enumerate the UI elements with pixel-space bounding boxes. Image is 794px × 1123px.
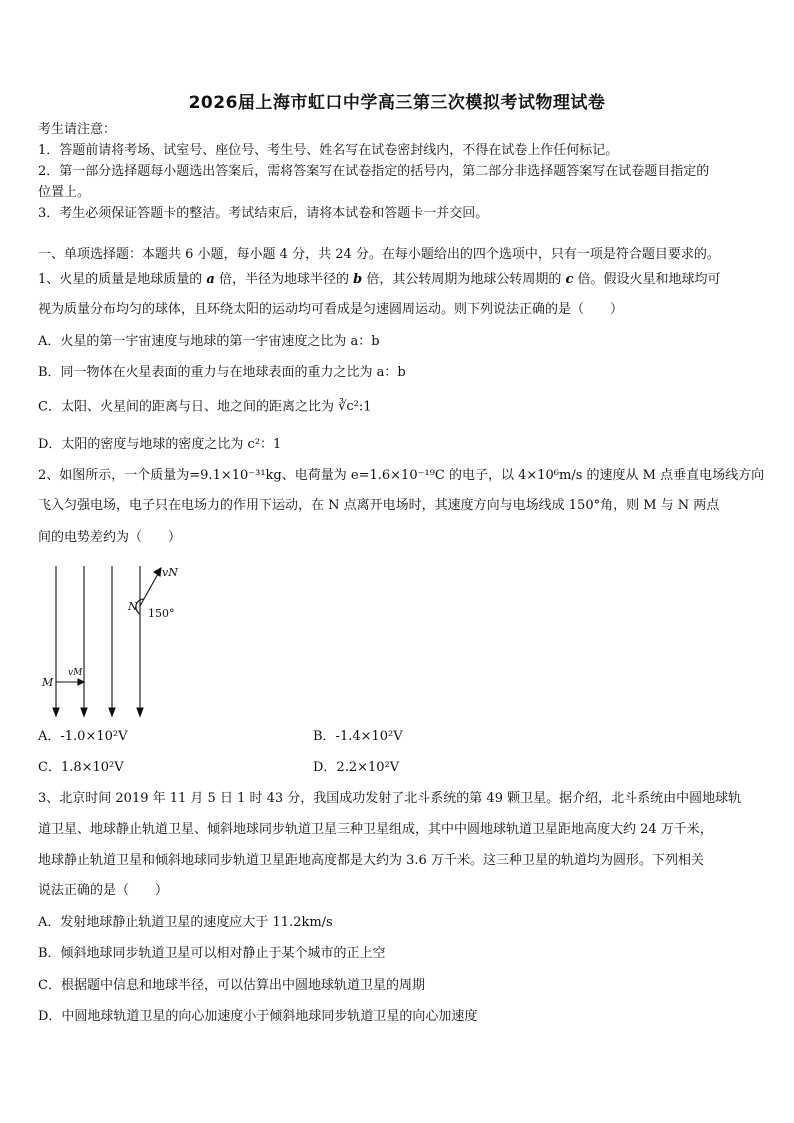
q3-option-a[interactable]: A．发射地球静止轨道卫星的速度应大于 11.2km/s (38, 915, 333, 930)
q2-option-a[interactable]: A．-1.0×10²V (38, 729, 128, 744)
q2-option-b[interactable]: B．-1.4×10²V (313, 729, 403, 744)
vm-arrowhead (78, 679, 84, 685)
q1-option-b[interactable]: B．同一物体在火星表面的重力与在地球表面的重力之比为 a：b (38, 365, 406, 380)
q2-stem-line-3: 间的电势差约为（ ） (38, 530, 182, 545)
q3-stem-line-2: 道卫星、地球静止轨道卫星、倾斜地球同步轨道卫星三种卫星组成，其中中圆地球轨道卫星距地高度大约 24 万千米， (38, 822, 713, 837)
q1-option-c-ratio: :1 (358, 399, 372, 415)
q3-stem-line-1: 3、北京时间 2019 年 11 月 5 日 1 时 43 分，我国成功发射了北斗系统的第 49 颗卫星。据介绍，北斗系统由中圆地球轨 (38, 791, 742, 806)
cube-root-c-squared: ∛c² (338, 399, 359, 414)
q3-option-b[interactable]: B．倾斜地球同步轨道卫星可以相对静止于某个城市的正上空 (38, 946, 386, 961)
q1-text-a: 1、火星的质量是地球质量的 (38, 272, 207, 287)
label-vm: vM (68, 668, 83, 678)
label-angle: 150° (148, 607, 175, 620)
page-title: 2026届上海市虹口中学高三第三次模拟考试物理试卷 (188, 93, 606, 113)
q1-option-d[interactable]: D．太阳的密度与地球的密度之比为 c²：1 (38, 437, 282, 452)
q2-option-d[interactable]: D．2.2×10²V (313, 760, 400, 775)
q1-stem-line-1 (38, 272, 721, 288)
q2-stem-line-1: 2、如图所示，一个质量为=9.1×10⁻³¹kg、电荷量为 e=1.6×10⁻¹⁹C 的电子，以 4×10⁶m/s 的速度从 M 点垂直电场线方向 (38, 468, 765, 483)
field-arrow-4 (137, 708, 143, 716)
label-vn: vN (162, 566, 178, 579)
q1-var-b: b (353, 272, 363, 287)
q3-option-d[interactable]: D．中圆地球轨道卫星的向心加速度小于倾斜地球同步轨道卫星的向心加速度 (38, 1009, 478, 1024)
field-arrow-3 (109, 708, 115, 716)
q1-var-c: c (565, 272, 574, 287)
q3-stem-line-4: 说法正确的是（ ） (38, 883, 169, 898)
q1-option-c[interactable] (38, 399, 372, 416)
vn-vector (140, 572, 159, 606)
label-m: M (42, 676, 54, 689)
vn-arrowhead (154, 568, 161, 576)
q1-var-a: a (206, 272, 215, 287)
q3-option-c[interactable]: C．根据题中信息和地球半径，可以估算出中圆地球轨道卫星的周期 (38, 978, 425, 993)
field-arrow-1 (53, 708, 59, 716)
section-heading: 一、单项选择题：本题共 6 小题，每小题 4 分，共 24 分。在每小题给出的四个选项中，只有一项是符合题目要求的。 (38, 247, 720, 262)
q2-stem-line-2: 飞入匀强电场，电子只在电场力的作用下运动，在 N 点离开电场时，其速度方向与电场线成 150°角，则 M 与 N 两点 (38, 498, 720, 513)
q1-option-a[interactable]: A．火星的第一宇宙速度与地球的第一宇宙速度之比为 a：b (38, 334, 380, 349)
notice-item-1: 1．答题前请将考场、试室号、座位号、考生号、姓名写在试卷密封线内，不得在试卷上作任何标记。 (38, 143, 619, 158)
electric-field-figure (38, 562, 198, 722)
q1-option-c-text: C．太阳、火星间的距离与日、地之间的距离之比为 (38, 399, 334, 415)
q2-option-c[interactable]: C．1.8×10²V (38, 760, 124, 775)
notice-heading: 考生请注意： (38, 122, 117, 137)
q1-text-c: 倍，其公转周期为地球公转周期的 (362, 272, 566, 287)
q1-text-d: 倍。假设火星和地球均可 (573, 272, 721, 287)
q1-text-b: 倍，半径为地球半径的 (214, 272, 354, 287)
label-n: N (128, 600, 138, 613)
field-arrow-2 (81, 708, 87, 716)
notice-item-2-cont: 位置上。 (38, 185, 91, 200)
q1-stem-line-2: 视为质量分布均匀的球体，且环绕太阳的运动均可看成是匀速圆周运动。则下列说法正确的是（ ） (38, 302, 624, 317)
notice-item-2: 2．第一部分选择题每小题选出答案后，需将答案写在试卷指定的括号内，第二部分非选择题答案写在试卷题目指定的 (38, 164, 710, 179)
q3-stem-line-3: 地球静止轨道卫星和倾斜地球同步轨道卫星距地高度都是大约为 3.6 万千米。这三种卫星的轨道均为圆形。下列相关 (38, 853, 704, 868)
notice-item-3: 3．考生必须保证答题卡的整洁。考试结束后，请将本试卷和答题卡一并交回。 (38, 206, 489, 221)
